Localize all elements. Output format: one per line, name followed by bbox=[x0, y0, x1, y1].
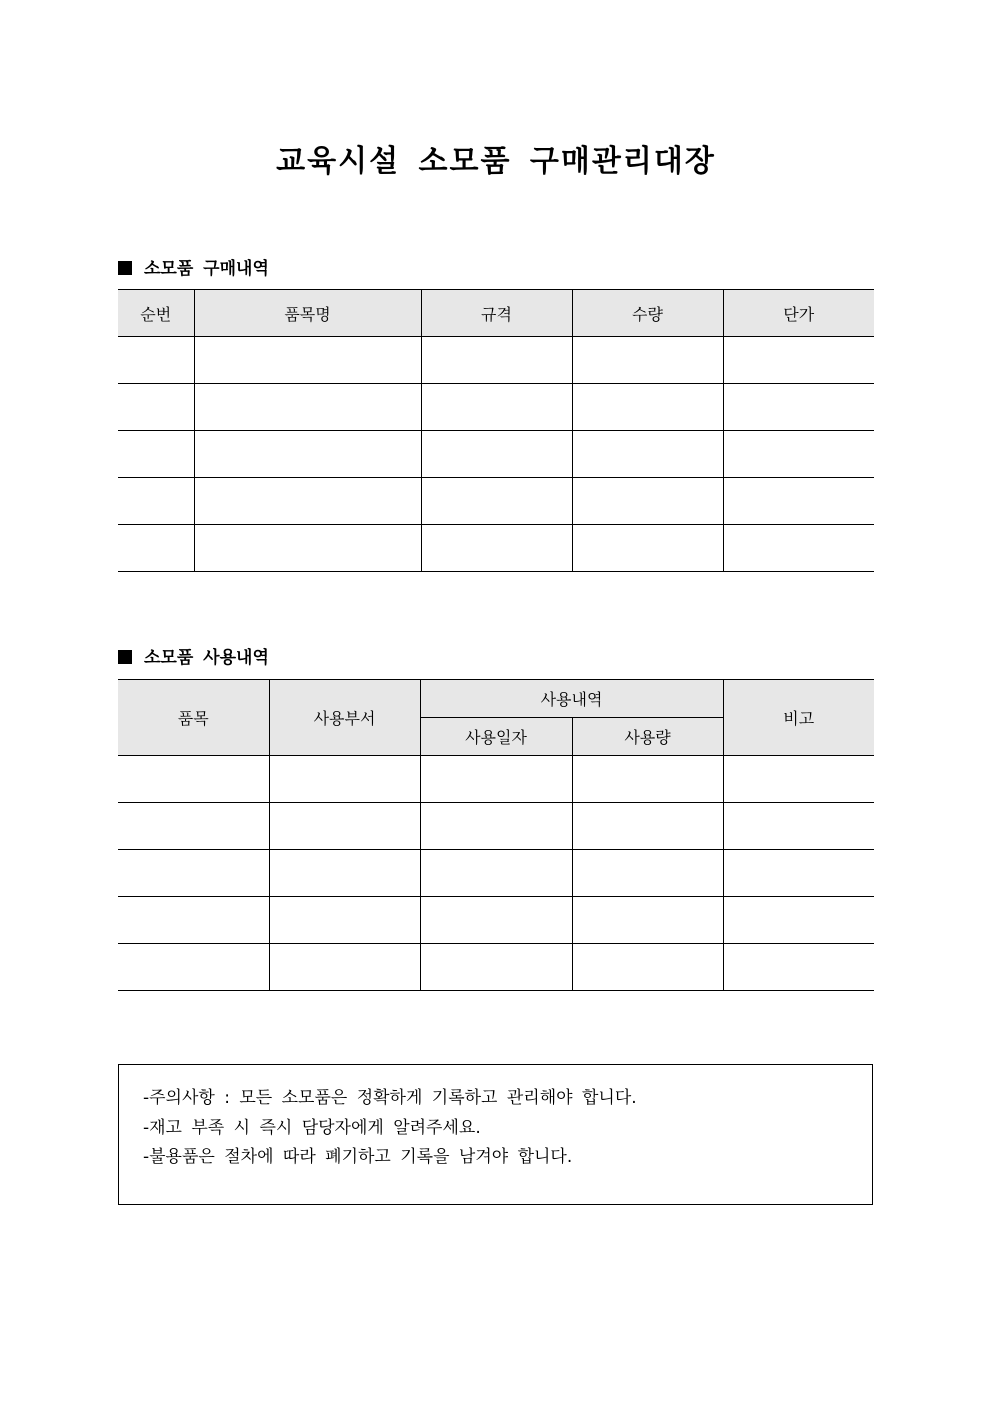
table-cell[interactable] bbox=[421, 525, 572, 572]
page-title: 교육시설 소모품 구매관리대장 bbox=[276, 144, 716, 179]
table-cell[interactable] bbox=[420, 803, 572, 850]
column-header-usage-date: 사용일자 bbox=[420, 718, 572, 756]
table-row bbox=[118, 803, 874, 850]
table-cell[interactable] bbox=[421, 337, 572, 384]
table-cell[interactable] bbox=[118, 337, 194, 384]
usage-table bbox=[118, 679, 874, 991]
table-row bbox=[118, 478, 874, 525]
square-bullet-icon bbox=[118, 261, 132, 275]
square-bullet-icon bbox=[118, 650, 132, 664]
table-cell[interactable] bbox=[572, 431, 723, 478]
table-cell[interactable] bbox=[420, 944, 572, 991]
table-cell[interactable] bbox=[421, 384, 572, 431]
table-cell[interactable] bbox=[194, 337, 421, 384]
column-header-spec: 규격 bbox=[421, 290, 572, 337]
usage-section-heading bbox=[118, 643, 269, 668]
column-header-item: 품목 bbox=[118, 680, 269, 756]
table-cell[interactable] bbox=[269, 897, 420, 944]
table-cell[interactable] bbox=[572, 478, 723, 525]
table-cell[interactable] bbox=[420, 756, 572, 803]
column-header-item-name: 품목명 bbox=[194, 290, 421, 337]
table-cell[interactable] bbox=[723, 525, 874, 572]
table-cell[interactable] bbox=[269, 850, 420, 897]
note-line: -주의사항 : 모든 소모품은 정확하게 기록하고 관리해야 합니다. bbox=[143, 1088, 637, 1108]
table-cell[interactable] bbox=[118, 431, 194, 478]
table-cell[interactable] bbox=[723, 384, 874, 431]
notes-box bbox=[118, 1064, 873, 1205]
table-cell[interactable] bbox=[118, 850, 269, 897]
table-row bbox=[118, 431, 874, 478]
table-cell[interactable] bbox=[723, 850, 874, 897]
table-cell[interactable] bbox=[118, 478, 194, 525]
table-cell[interactable] bbox=[572, 803, 723, 850]
table-cell[interactable] bbox=[420, 897, 572, 944]
table-cell[interactable] bbox=[723, 803, 874, 850]
table-row bbox=[118, 944, 874, 991]
column-header-quantity: 수량 bbox=[572, 290, 723, 337]
purchase-section-heading bbox=[118, 254, 269, 279]
table-cell[interactable] bbox=[421, 478, 572, 525]
purchase-header-row bbox=[118, 290, 874, 337]
table-row bbox=[118, 850, 874, 897]
table-cell[interactable] bbox=[194, 384, 421, 431]
table-row bbox=[118, 337, 874, 384]
table-cell[interactable] bbox=[118, 897, 269, 944]
table-cell[interactable] bbox=[118, 756, 269, 803]
table-cell[interactable] bbox=[269, 756, 420, 803]
table-row bbox=[118, 897, 874, 944]
table-cell[interactable] bbox=[723, 756, 874, 803]
purchase-heading-label: 소모품 구매내역 bbox=[144, 259, 269, 279]
table-cell[interactable] bbox=[572, 944, 723, 991]
note-line: -불용품은 절차에 따라 폐기하고 기록을 남겨야 합니다. bbox=[143, 1147, 573, 1167]
usage-heading-label: 소모품 사용내역 bbox=[144, 648, 269, 668]
table-cell[interactable] bbox=[572, 525, 723, 572]
table-cell[interactable] bbox=[723, 431, 874, 478]
table-cell[interactable] bbox=[572, 897, 723, 944]
table-cell[interactable] bbox=[723, 897, 874, 944]
table-cell[interactable] bbox=[723, 337, 874, 384]
table-cell[interactable] bbox=[572, 384, 723, 431]
table-cell[interactable] bbox=[572, 756, 723, 803]
table-cell[interactable] bbox=[420, 850, 572, 897]
table-cell[interactable] bbox=[118, 525, 194, 572]
table-cell[interactable] bbox=[118, 803, 269, 850]
table-cell[interactable] bbox=[194, 525, 421, 572]
purchase-table bbox=[118, 289, 874, 572]
column-header-remarks: 비고 bbox=[723, 680, 874, 756]
table-cell[interactable] bbox=[194, 478, 421, 525]
table-cell[interactable] bbox=[194, 431, 421, 478]
table-cell[interactable] bbox=[118, 384, 194, 431]
usage-header-row bbox=[118, 680, 874, 718]
column-header-department: 사용부서 bbox=[269, 680, 420, 756]
column-header-unit-price: 단가 bbox=[723, 290, 874, 337]
table-cell[interactable] bbox=[572, 850, 723, 897]
table-cell[interactable] bbox=[572, 337, 723, 384]
table-cell[interactable] bbox=[421, 431, 572, 478]
column-header-no: 순번 bbox=[118, 290, 194, 337]
table-row bbox=[118, 525, 874, 572]
table-cell[interactable] bbox=[723, 944, 874, 991]
table-cell[interactable] bbox=[118, 944, 269, 991]
table-cell[interactable] bbox=[269, 944, 420, 991]
table-cell[interactable] bbox=[723, 478, 874, 525]
column-header-usage-details: 사용내역 bbox=[420, 680, 723, 718]
table-row bbox=[118, 756, 874, 803]
table-row bbox=[118, 384, 874, 431]
note-line: -재고 부족 시 즉시 담당자에게 알려주세요. bbox=[143, 1117, 481, 1138]
column-header-usage-amount: 사용량 bbox=[572, 718, 723, 756]
table-cell[interactable] bbox=[269, 803, 420, 850]
